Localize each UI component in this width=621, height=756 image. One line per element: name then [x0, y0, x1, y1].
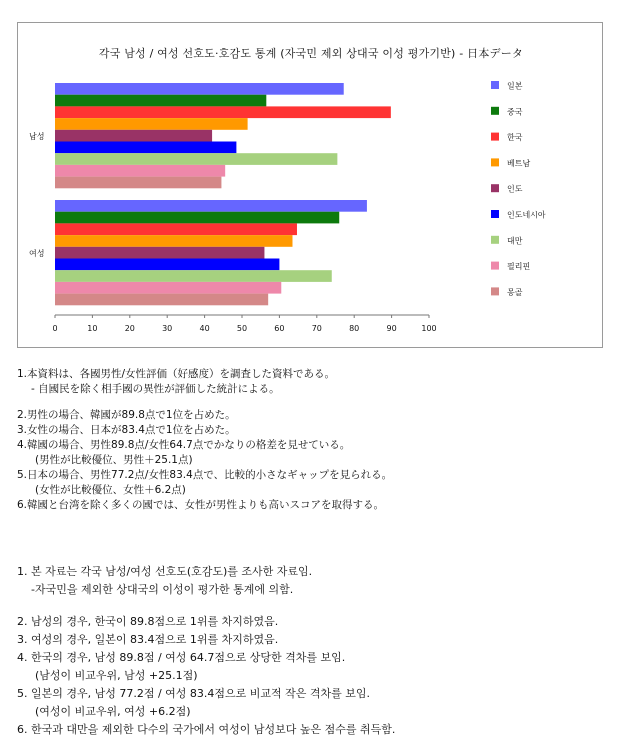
bar-female-5 [55, 247, 264, 259]
bar-male-7 [55, 153, 337, 165]
bar-female-2 [55, 212, 339, 224]
legend-swatch-7 [491, 236, 499, 244]
x-tick-label: 60 [274, 324, 285, 333]
bar-male-8 [55, 165, 225, 177]
note-ko-5: 5. 일본의 경우, 남성 77.2점 / 여성 83.4점으로 비교적 작은 격차를 보임. [17, 687, 371, 700]
chart-frame [17, 22, 603, 348]
legend-swatch-3 [491, 133, 499, 141]
legend-label-3: 한국 [507, 133, 523, 143]
legend-label-7: 대만 [507, 236, 523, 246]
bar-chart [18, 23, 604, 349]
bar-male-1 [55, 83, 344, 95]
bar-female-4 [55, 235, 292, 247]
legend-label-8: 필리핀 [507, 262, 531, 272]
note-ja-6: 6.韓國と台湾を除く多くの國では、女性が男性よりも高いスコアを取得する。 [17, 499, 385, 511]
legend-label-4: 베트남 [507, 158, 531, 168]
bar-female-9 [55, 294, 268, 306]
category-label-female: 여성 [29, 249, 45, 259]
category-label-male: 남성 [29, 132, 45, 142]
legend-swatch-4 [491, 158, 499, 166]
legend-swatch-9 [491, 287, 499, 295]
note-ja-4-sub: (男性が比較優位、男性＋25.1点) [35, 454, 193, 466]
legend-swatch-1 [491, 81, 499, 89]
bar-male-5 [55, 130, 212, 142]
bar-male-6 [55, 142, 236, 154]
legend-label-2: 중국 [507, 107, 523, 117]
note-ja-5-sub: (女性が比較優位、女性＋6.2点) [35, 484, 186, 496]
note-ja-5: 5.日本の場合、男性77.2点/女性83.4点で、比較的小さなギャップを見られる。 [17, 469, 393, 481]
notes-japanese [17, 367, 607, 513]
note-ko-1: 1. 본 자료는 각국 남성/여성 선호도(호감도)를 조사한 자료임. [17, 565, 313, 578]
x-tick-label: 10 [87, 324, 98, 333]
x-tick-label: 70 [311, 324, 322, 333]
legend-swatch-5 [491, 184, 499, 192]
spacer [17, 397, 607, 408]
spacer [17, 599, 607, 613]
x-tick-label: 80 [349, 324, 360, 333]
legend-swatch-8 [491, 262, 499, 270]
note-ja-1-sub: - 自國民を除く相手國の異性が評価した統計による。 [31, 383, 280, 395]
note-ko-2: 2. 남성의 경우, 한국이 89.8점으로 1위를 차지하였음. [17, 615, 279, 628]
note-ko-4: 4. 한국의 경우, 남성 89.8점 / 여성 64.7점으로 상당한 격차를 보임. [17, 651, 346, 664]
bar-female-8 [55, 282, 281, 294]
legend-label-9: 몽골 [507, 287, 523, 297]
bar-female-7 [55, 270, 332, 282]
bar-female-1 [55, 200, 367, 212]
bar-male-9 [55, 177, 221, 189]
bar-male-4 [55, 118, 248, 130]
note-ko-1-sub: -자국민을 제외한 상대국의 이성이 평가한 통계에 의함. [31, 583, 294, 596]
legend-label-6: 인도네시아 [507, 210, 546, 220]
note-ko-5-sub: (여성이 비교우위, 여성 +6.2점) [35, 705, 191, 718]
legend-swatch-6 [491, 210, 499, 218]
legend-label-5: 인도 [507, 184, 523, 194]
notes-korean [17, 563, 607, 739]
x-tick-label: 100 [421, 324, 437, 333]
chart-title: 각국 남성 / 여성 선호도·호감도 통계 (자국민 제외 상대국 이성 평가기반) - 日本データ [98, 47, 524, 60]
x-tick-label: 90 [386, 324, 397, 333]
note-ko-3: 3. 여성의 경우, 일본이 83.4점으로 1위를 차지하였음. [17, 633, 279, 646]
note-ko-4-sub: (남성이 비교우위, 남성 +25.1점) [35, 669, 198, 682]
x-tick-label: 30 [162, 324, 173, 333]
legend-label-1: 일본 [507, 81, 523, 91]
bar-female-3 [55, 223, 297, 235]
x-tick-label: 50 [236, 324, 248, 333]
bar-female-6 [55, 259, 279, 271]
x-tick-label: 40 [199, 324, 210, 333]
bar-male-3 [55, 106, 391, 118]
legend-swatch-2 [491, 107, 499, 115]
bar-male-2 [55, 95, 266, 107]
note-ja-2: 2.男性の場合、韓國が89.8点で1位を占めた。 [17, 409, 236, 421]
x-tick-label: 20 [124, 324, 135, 333]
note-ja-4: 4.韓國の場合、男性89.8点/女性64.7点でかなりの格差を見せている。 [17, 439, 351, 451]
note-ja-1: 1.本資料は、各國男性/女性評価（好感度）を調査した資料である。 [17, 368, 336, 380]
note-ja-3: 3.女性の場合、日本が83.4点で1位を占めた。 [17, 424, 236, 436]
note-ko-6: 6. 한국과 대만을 제외한 다수의 국가에서 여성이 남성보다 높은 점수를 취득함. [17, 723, 396, 736]
x-tick-label: 0 [52, 324, 58, 333]
